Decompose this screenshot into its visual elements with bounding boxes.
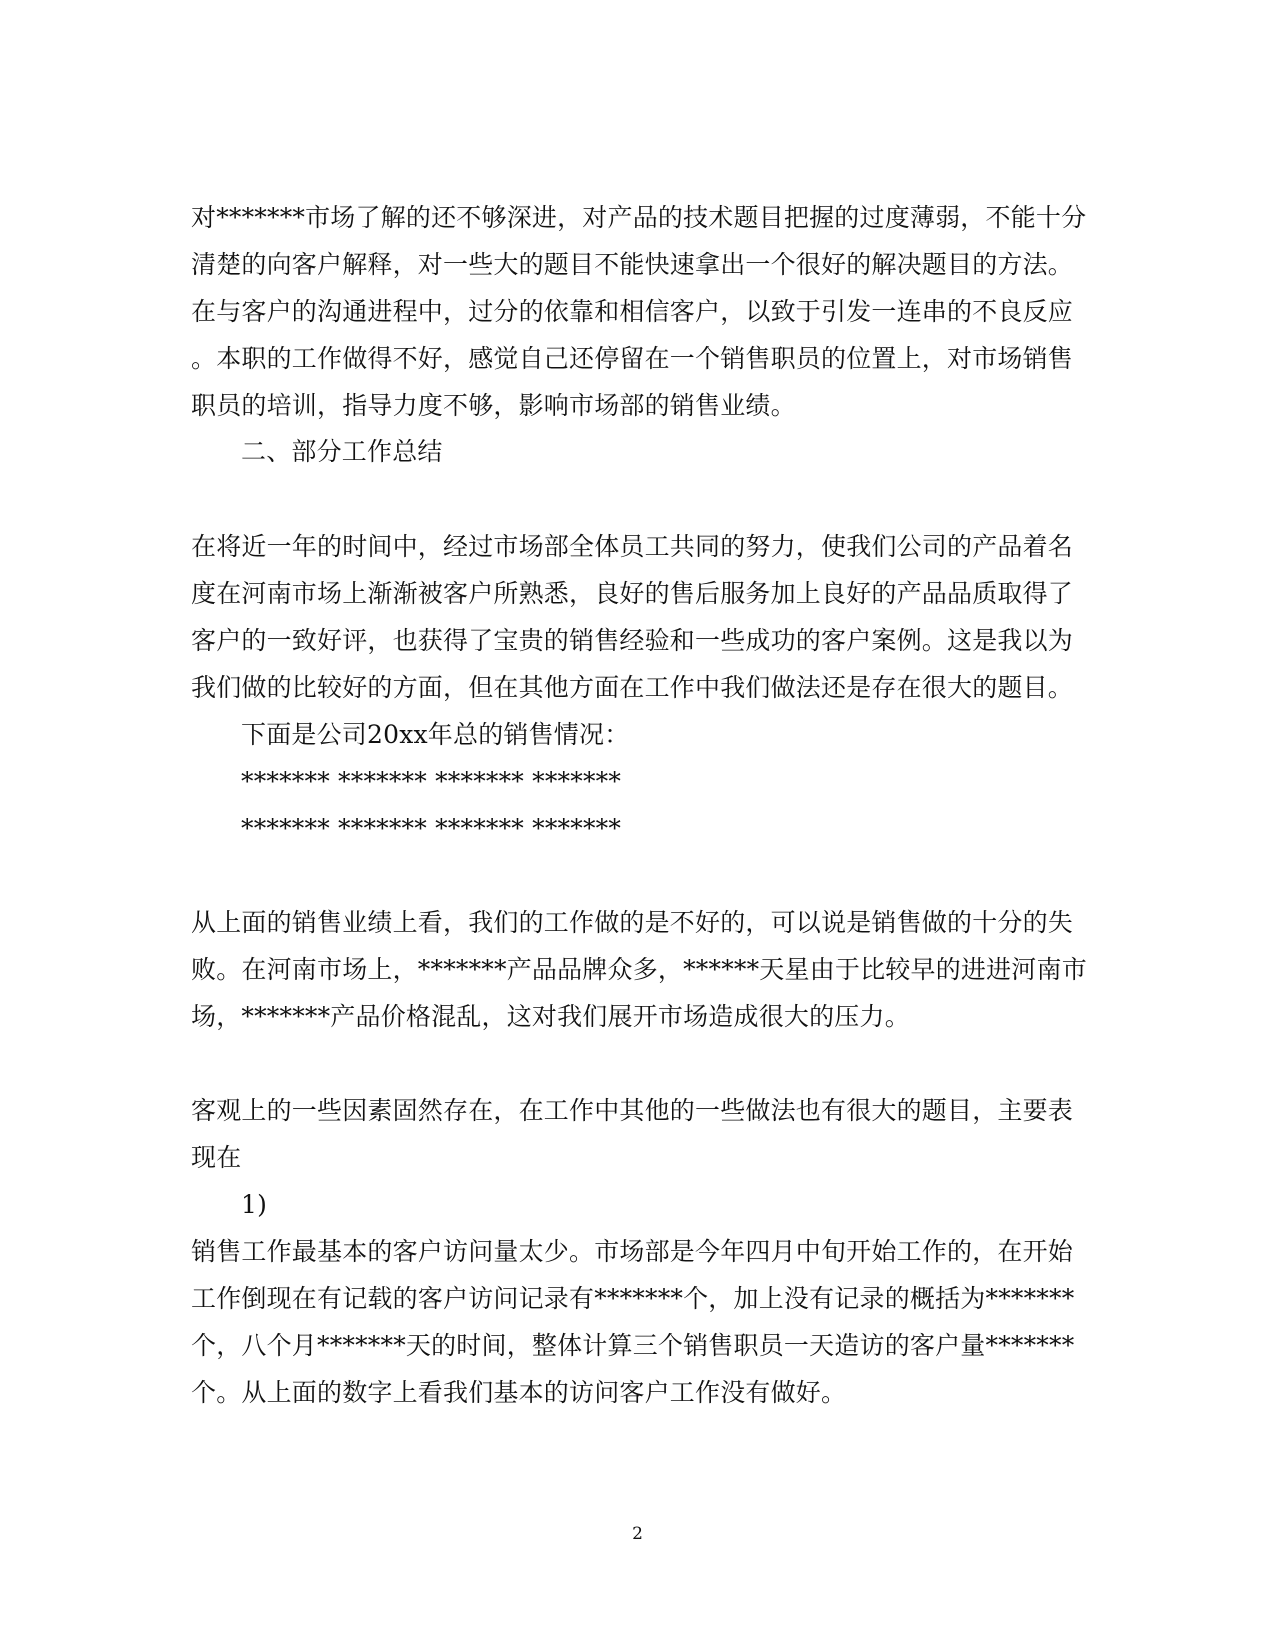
sales-row-2: ******* ******* ******* *******: [241, 814, 622, 843]
page-number: 2: [632, 1524, 643, 1544]
paragraph-4-line-2: 现在: [191, 1143, 242, 1172]
paragraph-3-line-3: 场，*******产品价格混乱，这对我们展开市场造成很大的压力。: [191, 1002, 910, 1031]
paragraph-2-line-3: 客户的一致好评，也获得了宝贵的销售经验和一些成功的客户案例。这是我以为: [191, 626, 1074, 655]
paragraph-3-line-1: 从上面的销售业绩上看，我们的工作做的是不好的，可以说是销售做的十分的失: [191, 908, 1074, 937]
paragraph-5-line-1: 销售工作最基本的客户访问量太少。市场部是今年四月中旬开始工作的，在开始: [191, 1237, 1074, 1266]
paragraph-5-line-4: 个。从上面的数字上看我们基本的访问客户工作没有做好。: [191, 1378, 847, 1407]
paragraph-5-line-3: 个，八个月*******天的时间，整体计算三个销售职员一天造访的客户量*******: [191, 1331, 1075, 1360]
section-heading: 二、部分工作总结: [241, 437, 443, 466]
paragraph-2-line-4: 我们做的比较好的方面，但在其他方面在工作中我们做法还是存在很大的题目。: [191, 673, 1074, 702]
paragraph-2-line-2: 度在河南市场上渐渐被客户所熟悉，良好的售后服务加上良好的产品品质取得了: [191, 579, 1074, 608]
paragraph-4-line-1: 客观上的一些因素固然存在，在工作中其他的一些做法也有很大的题目，主要表: [191, 1096, 1074, 1125]
paragraph-1-line-2: 清楚的向客户解释，对一些大的题目不能快速拿出一个很好的解决题目的方法。: [191, 250, 1074, 279]
sales-intro: 下面是公司20xx年总的销售情况：: [241, 720, 630, 749]
paragraph-1-line-4: 。本职的工作做得不好，感觉自己还停留在一个销售职员的位置上，对市场销售: [191, 344, 1074, 373]
list-item-marker: 1): [241, 1190, 268, 1219]
paragraph-1-line-1: 对*******市场了解的还不够深进，对产品的技术题目把握的过度薄弱，不能十分: [191, 203, 1087, 232]
sales-row-1: ******* ******* ******* *******: [241, 767, 622, 796]
paragraph-5-line-2: 工作倒现在有记载的客户访问记录有*******个，加上没有记录的概括为*******: [191, 1284, 1075, 1313]
paragraph-3-line-2: 败。在河南市场上，*******产品品牌众多，******天星由于比较早的进进河南市: [191, 955, 1087, 984]
paragraph-1-line-3: 在与客户的沟通进程中，过分的依靠和相信客户，以致于引发一连串的不良反应: [191, 297, 1074, 326]
paragraph-2-line-1: 在将近一年的时间中，经过市场部全体员工共同的努力，使我们公司的产品着名: [191, 532, 1074, 561]
paragraph-1-line-5: 职员的培训，指导力度不够，影响市场部的销售业绩。: [191, 391, 796, 420]
